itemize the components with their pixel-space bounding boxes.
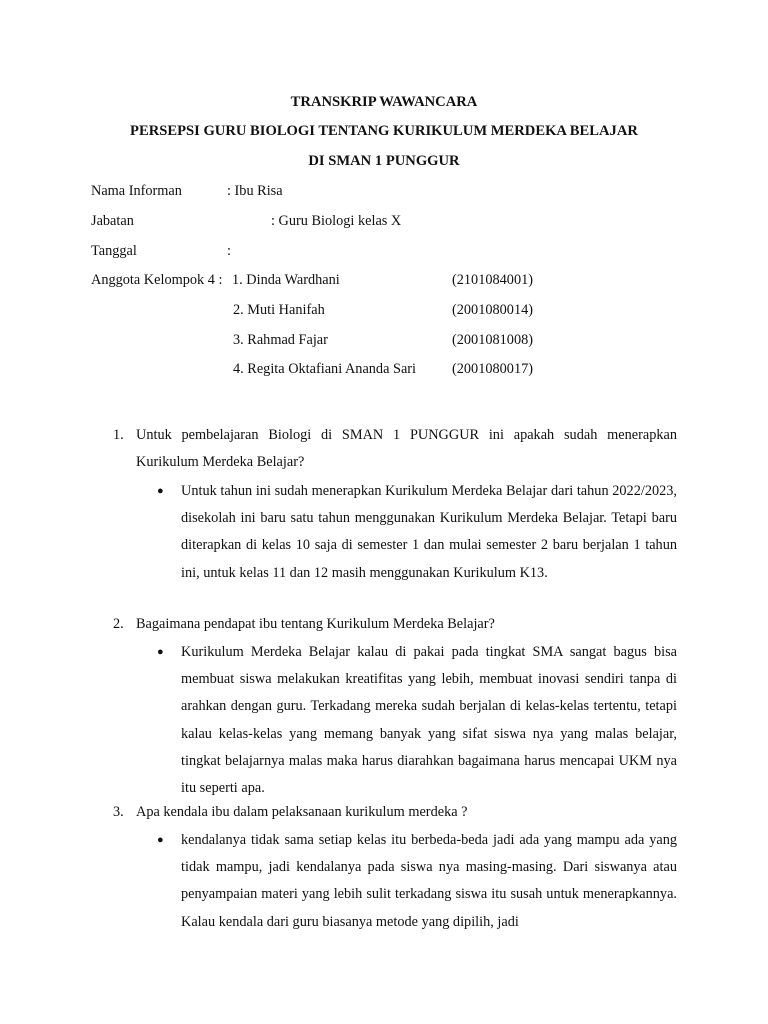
member-nim: (2001081008) [452,332,534,348]
tanggal-label: Tanggal [91,243,137,259]
answer-text: Untuk tahun ini sudah menerapkan Kurikulum Merdeka Belajar dari tahun 2022/2023, disekolah ini baru satu tahun menggunakan Kurikulum Merdeka Belajar. Tetapi baru diterapkan di kelas 10 saja di semester 1 dan mulai semester 2 baru berjalan 1 tahun ini, untuk kelas 11 dan 12 masih menggunakan Kurikulum K13. [181,483,677,581]
bullet-icon: ● [157,834,164,846]
question-text: Untuk pembelajaran Biologi di SMAN 1 PUNGGUR ini apakah sudah menerapkan Kurikulum Merdeka Belajar? [136,427,677,471]
member-nim: (2001080017) [452,361,534,377]
bullet-icon: ● [157,646,164,658]
jabatan-value: : Guru Biologi kelas X [271,213,402,229]
document-location: DI SMAN 1 PUNGGUR [308,153,460,169]
member-name: 4. Regita Oktafiani Ananda Sari [233,361,417,377]
member-nim: (2101084001) [452,272,534,288]
bullet-icon: ● [157,485,164,497]
anggota-label: Anggota Kelompok 4 : [91,272,223,288]
member-name: 2. Muti Hanifah [233,302,325,318]
document-title: TRANSKRIP WAWANCARA [290,94,478,110]
nama-value: : Ibu Risa [227,183,283,199]
question-number: 2. [113,616,124,632]
answer-text: Kurikulum Merdeka Belajar kalau di pakai pada tingkat SMA sangat bagus bisa membuat siswa melakukan kreatifitas yang lebih, membuat inovasi sendiri tanpa di arahkan dengan guru. Terkadang mereka sudah berjalan di kelas-kelas tertentu, tetapi kalau kelas-kelas yang memang banyak yang sifat siswa nya yang malas belajar, tingkat belajarnya malas maka harus diarahkan bagaimana harus mencapai UKM nya itu seperti apa. [181,644,677,797]
member-nim: (2001080014) [452,302,534,318]
jabatan-label: Jabatan [91,213,134,229]
member-name: 1. Dinda Wardhani [232,272,340,288]
nama-label: Nama Informan [91,183,182,199]
member-name: 3. Rahmad Fajar [233,332,328,348]
question-text: Bagaimana pendapat ibu tentang Kurikulum Merdeka Belajar? [136,616,495,632]
question-number: 1. [113,427,124,443]
question-number: 3. [113,804,124,820]
document-subtitle: PERSEPSI GURU BIOLOGI TENTANG KURIKULUM MERDEKA BELAJAR [130,123,638,139]
question-text: Apa kendala ibu dalam pelaksanaan kurikulum merdeka ? [136,804,468,820]
tanggal-value: : [227,243,231,259]
answer-text: kendalanya tidak sama setiap kelas itu berbeda-beda jadi ada yang mampu ada yang tidak mampu, jadi kendalanya pada siswa nya masing-masing. Dari siswanya atau penyampaian materi yang lebih sulit terkadang siswa itu susah untuk menerapkannya. Kalau kendala dari guru biasanya metode yang dipilih, jadi [181,832,677,930]
